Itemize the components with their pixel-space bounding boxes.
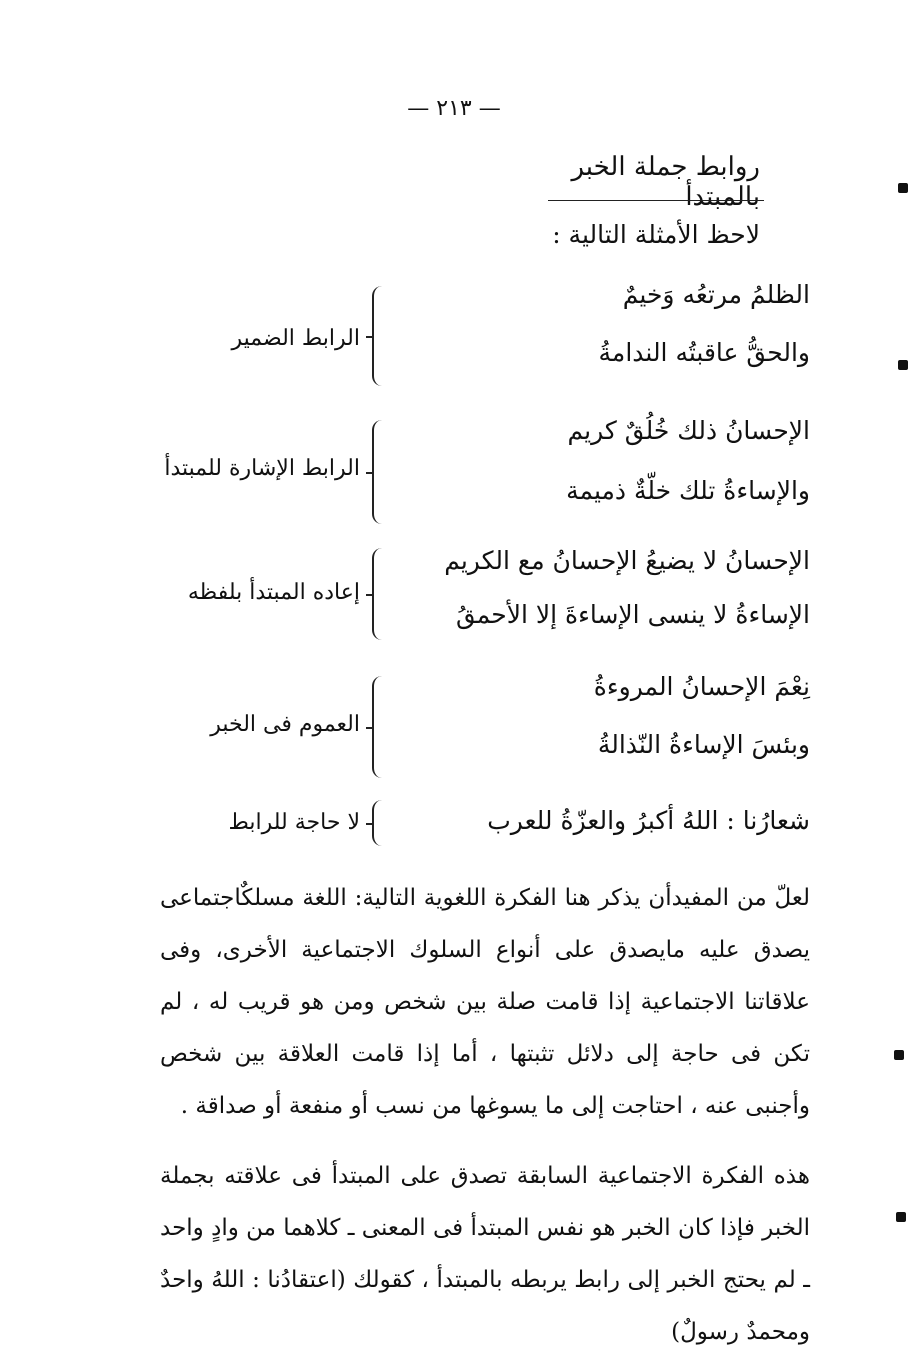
example-line: الظلمُ مرتعُه وَخيمٌ [622, 280, 810, 309]
example-label: الرابط الضمير [231, 326, 360, 351]
margin-mark [894, 1050, 904, 1060]
example-line: الإساءةُ لا ينسى الإساءةَ إلا الأحمقُ [455, 600, 810, 629]
example-line: الإحسانُ لا يضيعُ الإحسانُ مع الكريم [444, 546, 810, 575]
intro-text: لاحظ الأمثلة التالية : [552, 220, 760, 249]
example-label: العموم فى الخبر [210, 712, 360, 737]
margin-mark [898, 360, 908, 370]
body-paragraph: هذه الفكرة الاجتماعية السابقة تصدق على المبتدأ فى علاقته بجملة الخبر فإذا كان الخبر هو نفس المبتدأ فى المعنى ـ كلاهما من وادٍ واحد ـ لم يحتج الخبر إلى رابط يربطه بالمبتدأ ، كقولك (اعتقادُنا : اللهُ واحدٌ ومحمدٌ رسولٌ) [160, 1163, 810, 1345]
margin-mark [898, 183, 908, 193]
page-number: — ٢١٣ — [407, 96, 501, 121]
example-label: إعاده المبتدأ بلفظه [187, 580, 360, 605]
body-paragraph: لعلّ من المفيدأن يذكر هنا الفكرة اللغوية التالية: اللغة مسلكٌاجتماعى يصدق عليه مايصدق على أنواع السلوك الاجتماعية الأخرى، وفى علاقاتنا الاجتماعية إذا قامت صلة بين شخص ومن هو قريب له ، لم تكن فى حاجة إلى دلائل تثبتها ، أما إذا قامت العلاقة بين شخص وأجنبى عنه ، احتاجت إلى ما يسوغها من نسب أو منفعة أو صداقة . [160, 885, 810, 1119]
margin-mark [896, 1212, 906, 1222]
example-label: الرابط الإشارة للمبتدأ [164, 456, 360, 481]
example-line: الإحسانُ ذلك خُلُقٌ كريم [567, 416, 810, 445]
grouping-brace [372, 800, 394, 846]
grouping-brace [372, 548, 394, 640]
grouping-brace [372, 286, 394, 386]
title-underline [548, 200, 764, 201]
example-line: والإساءةُ تلك خلّةٌ ذميمة [566, 476, 810, 505]
example-line: شعارُنا : اللهُ أكبرُ والعزّةُ للعرب [487, 806, 810, 835]
section-title: روابط جملة الخبر بالمبتدأ [571, 152, 760, 212]
example-line: وبئسَ الإساءةُ النّذالةُ [597, 730, 810, 759]
example-line: والحقُّ عاقبتُه الندامةُ [598, 338, 810, 367]
example-line: نِعْمَ الإحسانُ المروءةُ [593, 672, 810, 701]
example-label: لا حاجة للرابط [228, 810, 360, 835]
grouping-brace [372, 676, 394, 778]
grouping-brace [372, 420, 394, 524]
